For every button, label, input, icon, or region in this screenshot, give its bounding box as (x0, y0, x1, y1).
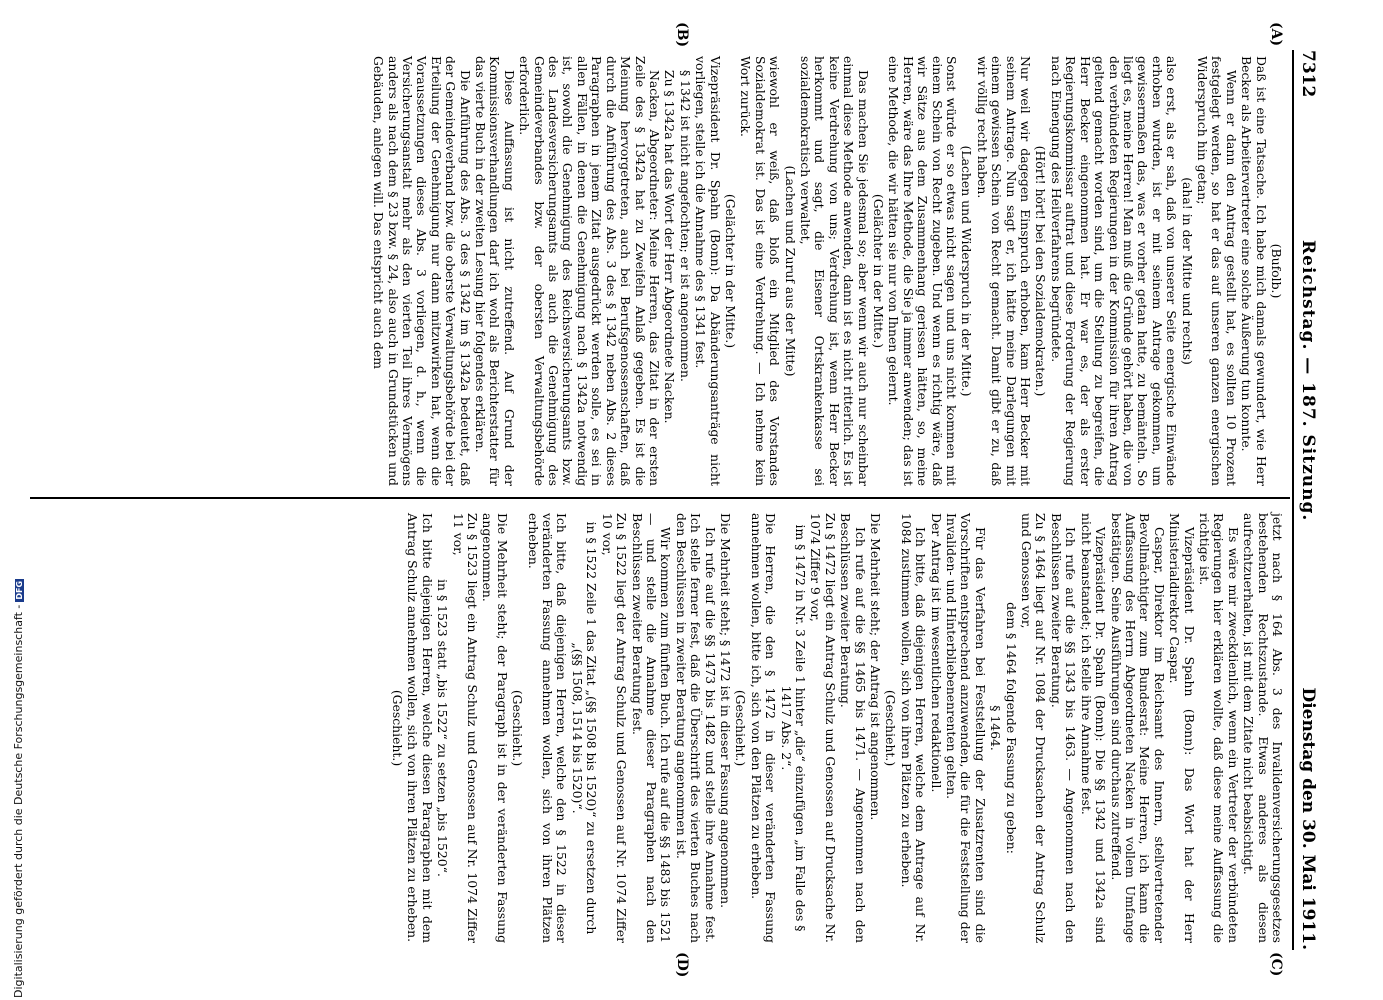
right-column-paragraph: Wir kommen zum fünften Buch. Ich rufe auf die §§ 1483 bis 1521 — und stelle die Annahme dieser Paragraphen nach den Beschlüssen zweiter Beratung fest. (629, 513, 674, 943)
left-column-paragraph: Nacken, Abgeordneter: Meine Herren, das Zitat in der ersten Zeile des § 1342a hat zu Zweifeln Anlaß gegeben. Es ist die Meinung hervorgetreten, auch bei Berufsgenossenschaften, daß durch die Anführung des Abs. 3 des § 1342 neben Abs. 2 dieses Paragraphen in jenem Zitat ausgedrückt werden solle, es sei in allen Fällen, in denen die Genehmigung nach § 1342a notwendig ist, sowohl die Genehmigung des Reichsversicherungsamts bzw. des Landesversicherungsamts als auch die Genehmigung des Gemeindeverbandes bzw. der obersten Verwaltungsbehörde erforderlich. (517, 56, 662, 486)
left-column-paragraph: also erst, als er sah, daß von unserer Seite energische Einwände erhoben wurden, ist er mit seinem Antrage gekommen, um gewissermaßen das, was er vorher getan hatte, zu bemänteln. So liegt es, meine Herren! Man muß die Gründe gehört haben, die von den verbündeten Regierungen in der Kommission für ihren Antrag geltend gemacht worden sind, um die Stellung zu begreifen, die Herr Becker eingenommen hat. Er war es, der als erster Regierungskommissar auftrat und diese Forderung der Regierung nach Einengung des Heilverfahrens begründete. (1048, 56, 1180, 486)
left-column-paragraph: (Hört! hört! bei den Sozialdemokraten.) (1033, 145, 1049, 397)
left-column-paragraph: (Gelächter in der Mitte.) (722, 193, 738, 349)
left-column-paragraph: (Lachen und Widerspruch in der Mitte.) (959, 145, 975, 397)
column-divider (30, 497, 1290, 499)
right-column-paragraph: Zu § 1472 liegt ein Antrag Schulz und Genossen auf Drucksache Nr. 1074 Ziffer 9 vor, (808, 513, 838, 943)
digitization-footer (12, 579, 25, 998)
margin-letter-c: (C) (1268, 952, 1284, 977)
page-number: 7312 (1298, 50, 1318, 98)
right-column-paragraph: Zu § 1464 liegt auf Nr. 1084 der Drucksachen der Antrag Schulz und Genossen vor, (1019, 513, 1049, 943)
dfg-logo-icon: DFG (15, 580, 24, 600)
left-column-paragraph: Zu § 1342a hat das Wort der Herr Abgeordnete Nacken. (662, 70, 678, 424)
left-column-paragraph: § 1342 ist nicht angefochten; er ist angenommen. (677, 70, 693, 382)
page-header (1292, 50, 1318, 950)
right-column-paragraph: im § 1472 in Nr. 3 Zeile 1 hinter „die“ einzufügen „im Falle des § 1417 Abs. 2“. (778, 524, 808, 932)
left-column-paragraph: Vizepräsident Dr. Spahn (Bonn): Da Abänderungsanträge nicht vorliegen, stelle ich die Annahme des § 1341 fest. (693, 56, 723, 486)
left-column-paragraph: (Gelächter in der Mitte.) (871, 193, 887, 349)
right-column-paragraph: Die Mehrheit steht; der Paragraph ist in der veränderten Fassung angenommen. (480, 513, 510, 943)
right-column-paragraph: § 1464. (988, 705, 1004, 751)
header-title: Reichstag. — 187. Sitzung. (1298, 240, 1318, 522)
header-date: Dienstag den 30. Mai 1911. (1298, 687, 1318, 950)
left-column-paragraph: Das machen Sie jedesmal so; aber wenn wir auch nur scheinbar einmal diese Methode anwenden, dann ist es nicht ritterlich. Es ist keine Verdrehung von uns; Verdrehung ist, wenn Herr Becker herkommt und sagt, die Eisener Ortskrankenkasse sei sozialdemokratisch verwaltet, (798, 56, 871, 486)
right-column-paragraph: Caspar, Direktor im Reichsamt des Innern, stellvertretender Bevollmächtigter zum Bundesrat: Meine Herren, ich kann die Auffassung des Herrn Abgeordneten Nacken in vollem Umfange bestätigen. Seine Ausführungen sind durchaus zutreffend. (1108, 513, 1167, 943)
right-column-paragraph: Zu § 1523 liegt ein Antrag Schulz und Genossen auf Nr. 1074 Ziffer 11 vor, (450, 513, 481, 943)
right-column-paragraph: (Geschieht.) (510, 689, 526, 767)
left-column-paragraph: (Lachen und Zuruf aus der Mitte) (782, 165, 798, 377)
left-column-paragraph: (aha! in der Mitte und rechts) (1179, 177, 1195, 365)
rotated-page (10, 0, 1330, 1000)
right-column-paragraph: Die Herren, die den § 1472 in dieser veränderten Fassung annehmen wollen, bitte ich, sich von den Plätzen zu erheben. (748, 513, 779, 943)
right-column-paragraph: Ich bitte, daß diejenigen Herren, welche dem Antrage auf Nr. 1084 zustimmen wollen, sich von ihren Plätzen zu erheben. (898, 513, 929, 943)
right-column-paragraph: jetzt nach § 164 Abs. 3 des Invalidenversicherungsgesetzes bestehenden Rechtszustande. Etwas anderes als diesen aufrechtzuerhalten, ist mit dem Zitate nicht beabsichtigt. (1241, 513, 1285, 943)
right-column (389, 513, 1284, 943)
right-column-paragraph: dem § 1464 folgende Fassung zu geben: (1003, 602, 1019, 854)
margin-letter-a: (A) (1268, 22, 1284, 47)
right-column-paragraph: Vizepräsident Dr. Spahn (Bonn): Das Wort hat der Herr Ministerialdirektor Caspar. (1167, 513, 1197, 943)
left-column (370, 56, 1284, 486)
margin-letter-d: (D) (674, 952, 690, 978)
left-column-paragraph: Die Anführung des Abs. 3 des § 1342 im § 1342a bedeutet, daß der Gemeindeverband bzw. die oberste Verwaltungsbehörde bei der Erteilung der Genehmigung nur dann mitzuwirken hat, wenn die Voraussetzungen dieses Abs. 3 vorliegen, d. h., wenn die Versicherungsanstalt mehr als den vierten Teil ihres Vermögens anders als nach dem § 23 bzw. § 24, also auch in Grundstücken und Gebäuden, anlegen will. Das entspricht auch dem (371, 56, 473, 486)
left-column-paragraph: Daß ist eine Tatsache. Ich habe mich damals gewundert, wie Herr Becker als Arbeitervertreter eine solche Äußerung tun konnte. (1239, 56, 1269, 486)
right-column-paragraph: Für das Verfahren bei Feststellung der Zusatzrenten sind die Vorschriften entsprechend anzuwenden, die für die Feststellung der Invaliden- und Hinterbliebenenrenten gelten. (944, 513, 988, 943)
footer-text: Digitalisierung gefördert durch die Deutsche Forschungsgemeinschaft - (12, 604, 25, 998)
margin-letter-b: (B) (674, 22, 690, 48)
right-column-paragraph: Vizepräsident Dr. Spahn (Bonn): Die §§ 1342 und 1342a sind nicht beanstandet; ich stelle ihre Annahme fest. (1078, 513, 1109, 943)
right-column-paragraph: Ich rufe auf die §§ 1465 bis 1471. — Angenommen nach den Beschlüssen zweiter Beratung. (838, 513, 868, 943)
right-column-paragraph: in § 1523 statt „bis 1522“ zu setzen „bis 1520“. (435, 579, 451, 877)
right-column-paragraph: Ich bitte, daß diejenigen Herren, welche den § 1522 in dieser veränderten Fassung annehmen wollen, sich von ihren Plätzen erheben. (525, 513, 570, 943)
header-rule (1292, 50, 1294, 950)
right-column-paragraph: Es wäre mir zweckdienlich, wenn ein Vertreter der verbündeten Regierungen hier erklären wollte, daß diese meine Auffassung die richtige ist. (1196, 513, 1241, 943)
right-column-paragraph: Ich rufe auf die §§ 1343 bis 1463. — Angenommen nach den Beschlüssen zweiter Beratung. (1048, 513, 1079, 943)
right-column-paragraph: Der Antrag ist im wesentlichen redaktionell. (928, 513, 944, 793)
right-column-paragraph: in § 1522 Zeile 1 das Zitat „(§§ 1508 bis 1520)“ zu ersetzen durch „(§§ 1508, 1514 bis 1520)“. (569, 521, 600, 935)
left-column-paragraph: wiewohl er weiß, daß bloß ein Mitglied des Vorstandes Sozialdemokrat ist. Das ist eine Verdrehung. — Ich nehme kein Wort zurück. (738, 56, 783, 486)
right-column-paragraph: Die Mehrheit steht; der Antrag ist angenommen. (868, 513, 884, 821)
right-column-paragraph: Ich bitte diejenigen Herren, welche diesen Paragraphen mit dem Antrag Schulz annehmen wollen, sich von ihren Plätzen zu erheben. (405, 513, 435, 943)
right-column-paragraph: (Geschieht.) (883, 689, 899, 767)
left-column-paragraph: Sonst würde er so etwas nicht sagen und uns nicht kommen mit einem Schein von Recht zugeben. Und wenn es richtig wäre, daß wir Sätze aus dem Zusammenhang gerissen hätten, so, meine Herren, wäre das Ihre Methode, die Sie ja immer anwenden; das ist eine Methode, die wir hätten sie nur von Ihnen gelernt. (886, 56, 960, 486)
right-column-paragraph: Die Mehrheit steht; § 1472 ist in dieser Fassung angenommen. (717, 513, 733, 909)
left-column-paragraph: Diese Auffassung ist nicht zutreffend. Auf Grund der Kommissionsverhandlungen darf ich wohl als Berichterstatter für das vierte Buch in der zweiten Lesung hier folgendes erklären. (473, 56, 517, 486)
right-column-paragraph: (Geschieht.) (390, 689, 406, 767)
right-column-paragraph: Ich rufe auf die §§ 1473 bis 1482 und stelle ihre Annahme fest. Ich stelle ferner fest, daß die Überschrift des vierten Buches nach den Beschlüssen in zweiter Beratung angenommen ist. (673, 513, 718, 943)
left-column-paragraph: (Bufolb.) (1269, 243, 1284, 299)
left-column-paragraph: Wenn er dann den Antrag gestellt hat, es sollten 10 Prozent festgelegt werden, so hat er das auf unseren ganzen energischen Widerspruch hin getan; (1194, 56, 1239, 486)
right-column-paragraph: Zu § 1522 liegt der Antrag Schulz und Genossen auf Nr. 1074 Ziffer 10 vor, (599, 513, 630, 943)
right-column-paragraph: (Geschieht.) (733, 689, 749, 767)
left-column-paragraph: Nur weil wir dagegen Einspruch erhoben, kam Herr Becker mit seinem Antrage. Nun sagt er, ich hätte meine Darlegungen mit einem gewissen Schein von Recht gemacht. Damit gibt er zu, daß wir völlig recht haben. (974, 56, 1034, 486)
